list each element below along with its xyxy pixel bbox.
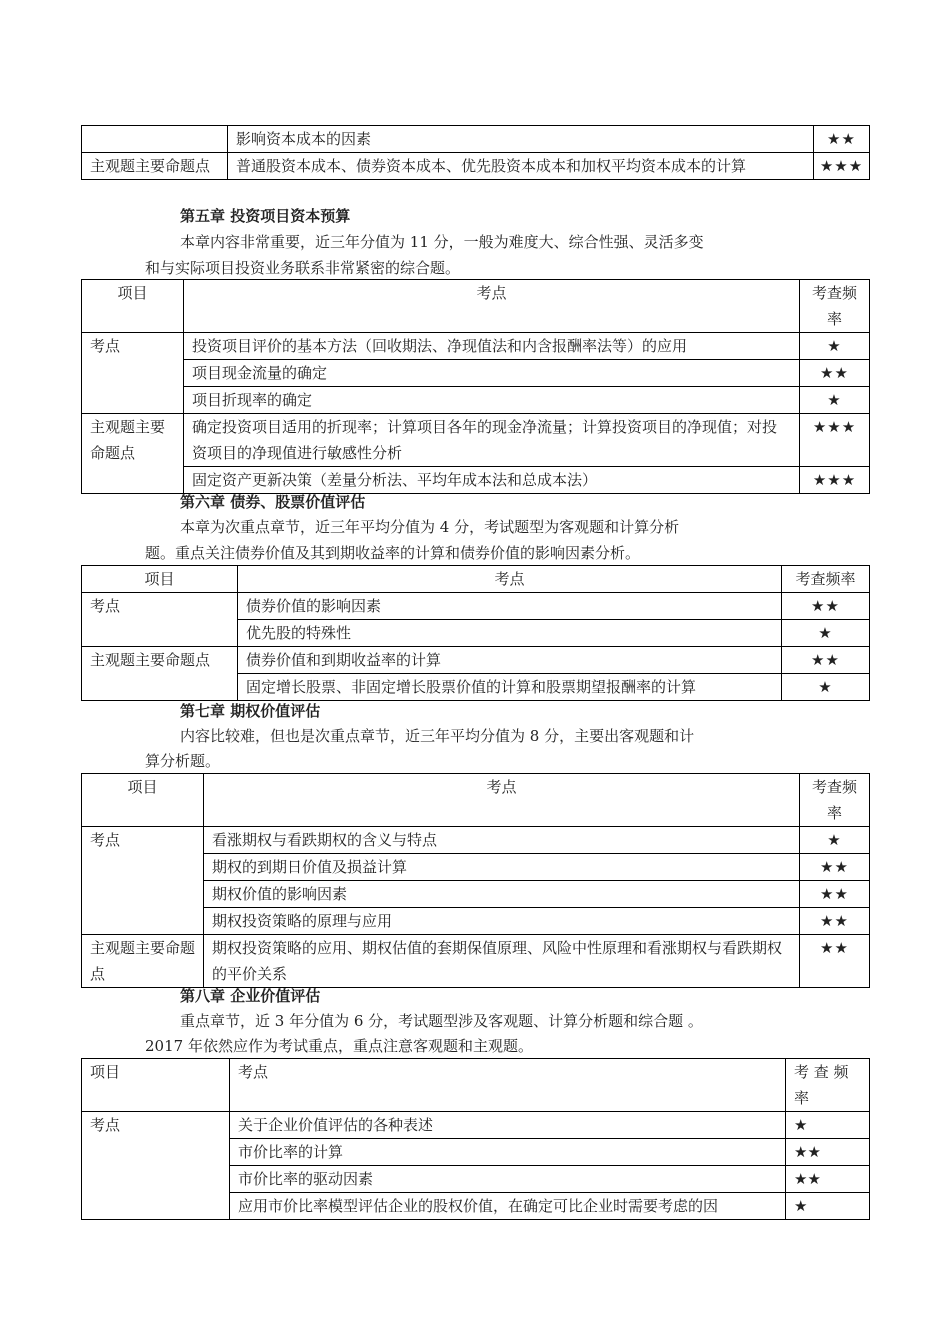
chapter6-intro-line1: 本章为次重点章节，近三年平均分值为 4 分，考试题型为客观题和计算分析 — [180, 518, 680, 536]
freq-cell: ★ — [800, 387, 870, 414]
table-row — [82, 333, 870, 360]
point-cell: 投资项目评价的基本方法（回收期法、净现值法和内含报酬率法等）的应用 — [184, 333, 800, 360]
table-row — [82, 126, 870, 153]
group-label: 考点 — [82, 1112, 230, 1220]
group-label: 考点 — [82, 333, 184, 414]
table-header-row — [82, 774, 870, 827]
freq-cell: ★★ — [786, 1139, 870, 1166]
table-chapter8 — [81, 1058, 870, 1220]
point-cell: 期权价值的影响因素 — [204, 881, 800, 908]
chapter7-intro-line2: 算分析题。 — [145, 752, 221, 770]
group-label: 考点 — [82, 827, 204, 935]
freq-cell: ★★ — [814, 126, 870, 153]
point-cell: 固定资产更新决策（差量分析法、平均年成本法和总成本法） — [184, 467, 800, 494]
table-header-row — [82, 566, 870, 593]
table-row — [82, 414, 870, 467]
table-row — [82, 593, 870, 620]
freq-cell: ★★ — [800, 908, 870, 935]
header-item: 项目 — [82, 566, 238, 593]
point-cell: 应用市价比率模型评估企业的股权价值，在确定可比企业时需要考虑的因 — [230, 1193, 786, 1220]
freq-cell: ★ — [786, 1112, 870, 1139]
point-cell: 期权投资策略的应用、期权估值的套期保值原理、风险中性原理和看涨期权与看跌期权的平价关系 — [204, 935, 800, 988]
point-cell: 优先股的特殊性 — [238, 620, 782, 647]
freq-cell: ★★ — [800, 881, 870, 908]
point-cell: 期权投资策略的原理与应用 — [204, 908, 800, 935]
chapter5-title: 第五章 投资项目资本预算 — [180, 207, 351, 225]
freq-cell: ★ — [782, 620, 870, 647]
freq-cell: ★ — [782, 674, 870, 701]
point-cell: 影响资本成本的因素 — [228, 126, 814, 153]
table-chapter7 — [81, 773, 870, 988]
group-label: 考点 — [82, 593, 238, 647]
chapter8-intro-line1: 重点章节，近 3 年分值为 6 分，考试题型涉及客观题、计算分析题和综合题 。 — [180, 1012, 703, 1030]
freq-cell: ★★ — [782, 593, 870, 620]
freq-cell: ★★ — [786, 1166, 870, 1193]
point-cell: 关于企业价值评估的各种表述 — [230, 1112, 786, 1139]
header-item: 项目 — [82, 1059, 230, 1112]
chapter6-intro-line2: 题。重点关注债券价值及其到期收益率的计算和债券价值的影响因素分析。 — [145, 544, 641, 562]
table-row — [82, 647, 870, 674]
point-cell: 债券价值的影响因素 — [238, 593, 782, 620]
header-point: 考点 — [204, 774, 800, 827]
table-row — [82, 153, 870, 180]
point-cell: 固定增长股票、非固定增长股票价值的计算和股票期望报酬率的计算 — [238, 674, 782, 701]
header-item: 项目 — [82, 280, 184, 333]
table-row — [82, 387, 870, 414]
freq-cell: ★★★ — [800, 414, 870, 467]
chapter7-title: 第七章 期权价值评估 — [180, 702, 321, 720]
table-row — [82, 827, 870, 854]
chapter8-title: 第八章 企业价值评估 — [180, 987, 321, 1005]
header-point: 考点 — [238, 566, 782, 593]
freq-cell: ★★★ — [814, 153, 870, 180]
chapter6-title: 第六章 债券、股票价值评估 — [180, 493, 366, 511]
group-label: 主观题主要命题点 — [82, 935, 204, 988]
freq-cell: ★ — [800, 827, 870, 854]
freq-cell: ★★ — [800, 854, 870, 881]
table-header-row — [82, 1059, 870, 1112]
header-freq: 考查频率 — [782, 566, 870, 593]
point-cell: 看涨期权与看跌期权的含义与特点 — [204, 827, 800, 854]
item-cell — [82, 126, 228, 153]
table-row — [82, 1112, 870, 1139]
header-point: 考点 — [230, 1059, 786, 1112]
freq-cell: ★★★ — [800, 467, 870, 494]
freq-cell: ★ — [800, 333, 870, 360]
item-cell: 主观题主要命题点 — [82, 153, 228, 180]
header-item: 项目 — [82, 774, 204, 827]
group-label: 主观题主要命题点 — [82, 647, 238, 701]
point-cell: 项目折现率的确定 — [184, 387, 800, 414]
point-cell: 普通股资本成本、债券资本成本、优先股资本成本和加权平均资本成本的计算 — [228, 153, 814, 180]
header-freq: 考查频率 — [800, 774, 870, 827]
table-chapter4-tail — [81, 125, 870, 180]
point-cell: 市价比率的驱动因素 — [230, 1166, 786, 1193]
table-row — [82, 935, 870, 988]
chapter7-intro-line1: 内容比较难，但也是次重点章节，近三年平均分值为 8 分，主要出客观题和计 — [180, 727, 695, 745]
point-cell: 确定投资项目适用的折现率；计算项目各年的现金净流量；计算投资项目的净现值；对投资项目的净现值进行敏感性分析 — [184, 414, 800, 467]
freq-cell: ★★ — [800, 935, 870, 988]
point-cell: 债券价值和到期收益率的计算 — [238, 647, 782, 674]
header-freq: 考查频率 — [800, 280, 870, 333]
chapter5-intro-line1: 本章内容非常重要，近三年分值为 11 分，一般为难度大、综合性强、灵活多变 — [180, 233, 704, 251]
chapter8-intro-line2: 2017 年依然应作为考试重点，重点注意客观题和主观题。 — [145, 1037, 533, 1055]
freq-cell: ★★ — [800, 360, 870, 387]
table-header-row — [82, 280, 870, 333]
header-freq: 考 查 频 率 — [786, 1059, 870, 1112]
table-row — [82, 360, 870, 387]
freq-cell: ★★ — [782, 647, 870, 674]
point-cell: 项目现金流量的确定 — [184, 360, 800, 387]
group-label: 主观题主要命题点 — [82, 414, 184, 494]
table-chapter5 — [81, 279, 870, 494]
chapter5-intro-line2: 和与实际项目投资业务联系非常紧密的综合题。 — [145, 259, 461, 277]
point-cell: 市价比率的计算 — [230, 1139, 786, 1166]
table-chapter6 — [81, 565, 870, 701]
freq-cell: ★ — [786, 1193, 870, 1220]
point-cell: 期权的到期日价值及损益计算 — [204, 854, 800, 881]
header-point: 考点 — [184, 280, 800, 333]
